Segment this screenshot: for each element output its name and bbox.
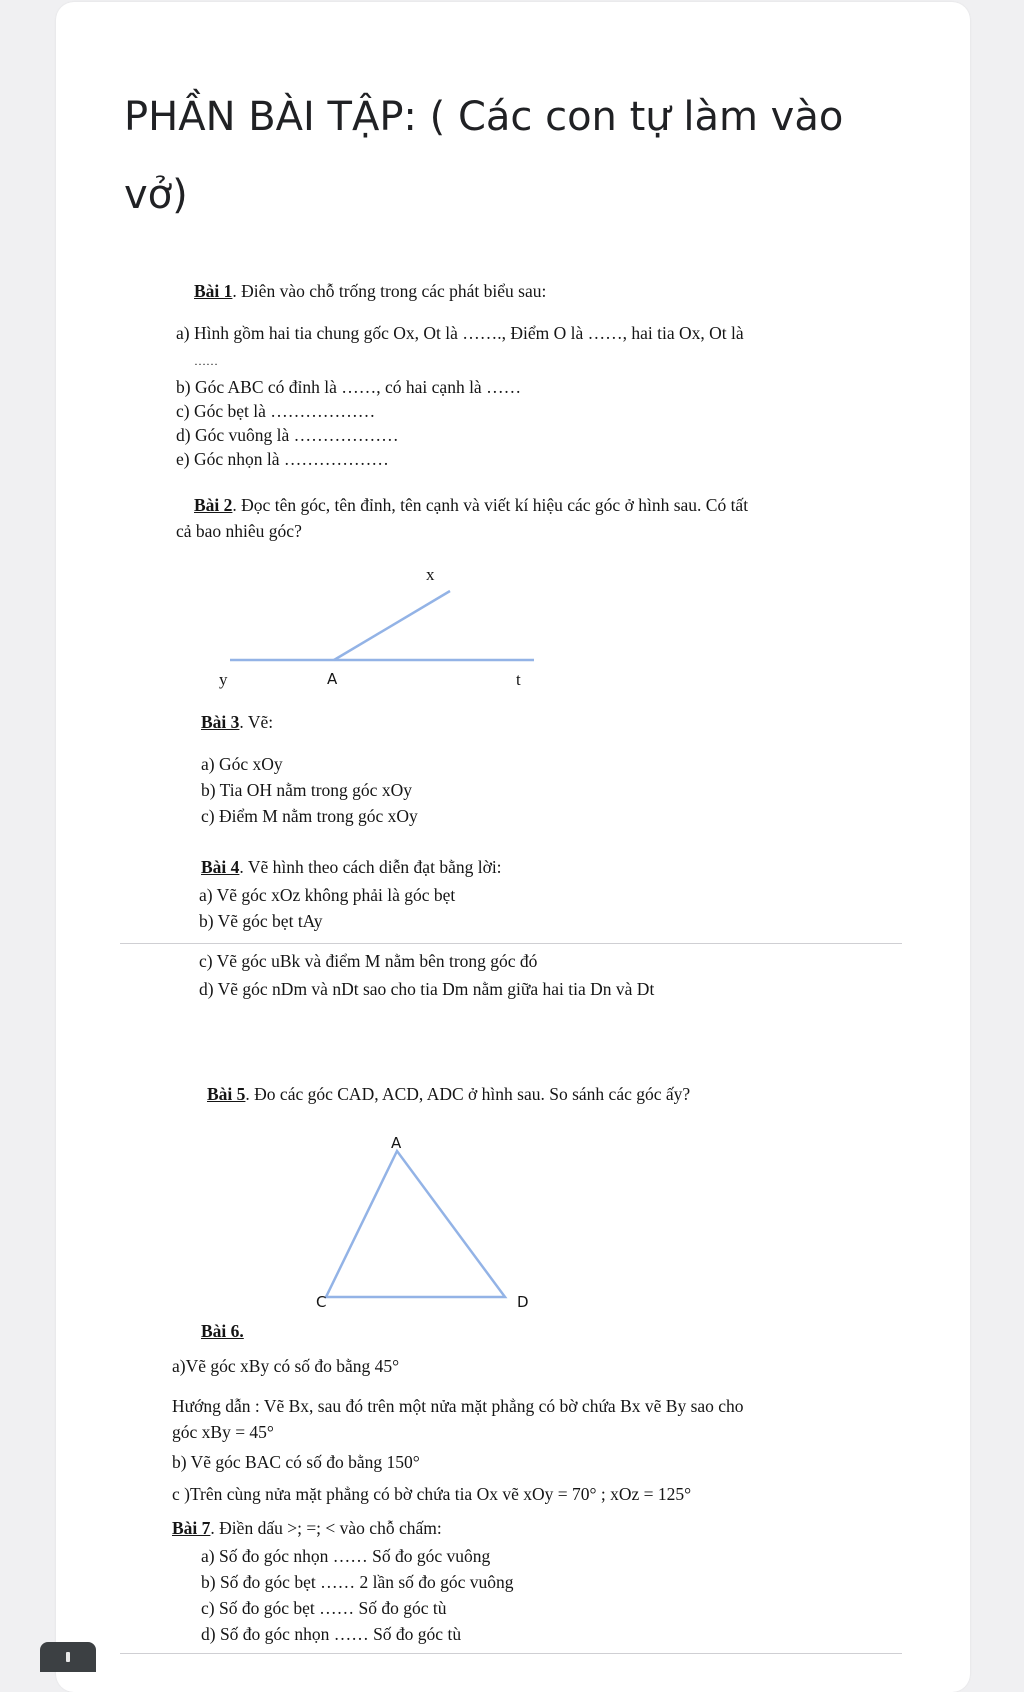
bai1-item-a: a) Hình gồm hai tia chung gốc Ox, Ot là ……., Điểm O là ……, hai tia Ox, Ot là: [176, 323, 744, 343]
bai2-prompt: . Đọc tên góc, tên đỉnh, tên cạnh và viết kí hiệu các góc ở hình sau. Có tất: [232, 495, 749, 515]
fig2-label-y: y: [219, 670, 228, 689]
section-heading: PHẦN BÀI TẬP: ( Các con tự làm vào vở): [124, 94, 844, 218]
bai3-item-b: b) Tia OH nằm trong góc xOy: [201, 780, 412, 800]
bai4-item-b: b) Vẽ góc bẹt tAy: [199, 911, 323, 931]
bai4-item-c: c) Vẽ góc uBk và điểm M nằm bên trong góc đó: [199, 951, 538, 971]
bai5-heading: [207, 1083, 690, 1105]
bai6-title: Bài 6.: [201, 1321, 244, 1341]
bai2-prompt-cont: cả bao nhiêu góc?: [176, 521, 302, 541]
bai6-hint: Hướng dẫn : Vẽ Bx, sau đó trên một nửa mặt phẳng có bờ chứa Bx vẽ By sao cho: [172, 1396, 744, 1416]
handle-grip-icon: [66, 1652, 70, 1662]
bai1-item-d: d) Góc vuông là ………………: [176, 425, 399, 445]
bai3-item-a: a) Góc xOy: [201, 754, 283, 774]
bai7-heading: [172, 1517, 442, 1539]
bai4-item-d: d) Vẽ góc nDm và nDt sao cho tia Dm nằm giữa hai tia Dn và Dt: [199, 979, 655, 999]
bai4-heading: [201, 856, 502, 878]
bai1-item-b: b) Góc ABC có đỉnh là ……, có hai cạnh là ……: [176, 377, 522, 397]
bai3-item-c: c) Điểm M nằm trong góc xOy: [201, 806, 418, 826]
bai2-title: Bài 2: [194, 495, 233, 515]
bai6-item-c: c )Trên cùng nửa mặt phẳng có bờ chứa tia Ox vẽ xOy = 70° ; xOz = 125°: [172, 1484, 692, 1504]
bai4-item-a: a) Vẽ góc xOz không phải là góc bẹt: [199, 885, 456, 905]
bai6-heading: [201, 1320, 244, 1342]
drag-handle[interactable]: [40, 1642, 96, 1672]
ray-ax: [334, 591, 450, 660]
fig2-label-a: A: [327, 670, 338, 688]
divider: [120, 943, 902, 944]
bai1-item-e: e) Góc nhọn là ………………: [176, 449, 389, 469]
bai3-title: Bài 3: [201, 712, 240, 732]
bai3-prompt: . Vẽ:: [239, 712, 274, 732]
bai5-prompt: . Đo các góc CAD, ACD, ADC ở hình sau. So sánh các góc ấy?: [245, 1084, 691, 1104]
bai1-item-a-cont: ……: [194, 354, 218, 368]
bai1-prompt: . Điên vào chỗ trống trong các phát biểu sau:: [232, 281, 547, 301]
fig5-label-d: D: [517, 1293, 529, 1311]
bai5-title: Bài 5: [207, 1084, 246, 1104]
bottom-divider: [120, 1653, 902, 1654]
bai7-item-a: a) Số đo góc nhọn …… Số đo góc vuông: [201, 1546, 491, 1566]
bai7-prompt: . Điền dấu >; =; < vào chỗ chấm:: [210, 1518, 442, 1538]
bai6-item-b: b) Vẽ góc BAC có số đo bằng 150°: [172, 1452, 420, 1472]
bai4-title: Bài 4: [201, 857, 240, 877]
fig5-label-c: C: [316, 1293, 327, 1311]
bai6-item-a: a)Vẽ góc xBy có số đo bằng 45°: [172, 1356, 400, 1376]
bai1-title: Bài 1: [194, 281, 233, 301]
fig2-label-t: t: [516, 670, 521, 689]
bai1-item-c: c) Góc bẹt là ………………: [176, 401, 376, 421]
bai7-item-b: b) Số đo góc bẹt …… 2 lần số đo góc vuông: [201, 1572, 514, 1592]
bai7-item-d: d) Số đo góc nhọn …… Số đo góc tù: [201, 1624, 462, 1644]
bai6-hint-cont: góc xBy = 45°: [172, 1422, 274, 1442]
triangle-acd: [326, 1151, 505, 1297]
bai7-title: Bài 7: [172, 1518, 211, 1538]
bai4-prompt: . Vẽ hình theo cách diễn đạt bằng lời:: [239, 857, 502, 877]
bai3-heading: [201, 711, 273, 733]
fig2-label-x: x: [426, 565, 435, 584]
bai7-item-c: c) Số đo góc bẹt …… Số đo góc tù: [201, 1598, 447, 1618]
fig5-label-a: A: [391, 1134, 402, 1152]
